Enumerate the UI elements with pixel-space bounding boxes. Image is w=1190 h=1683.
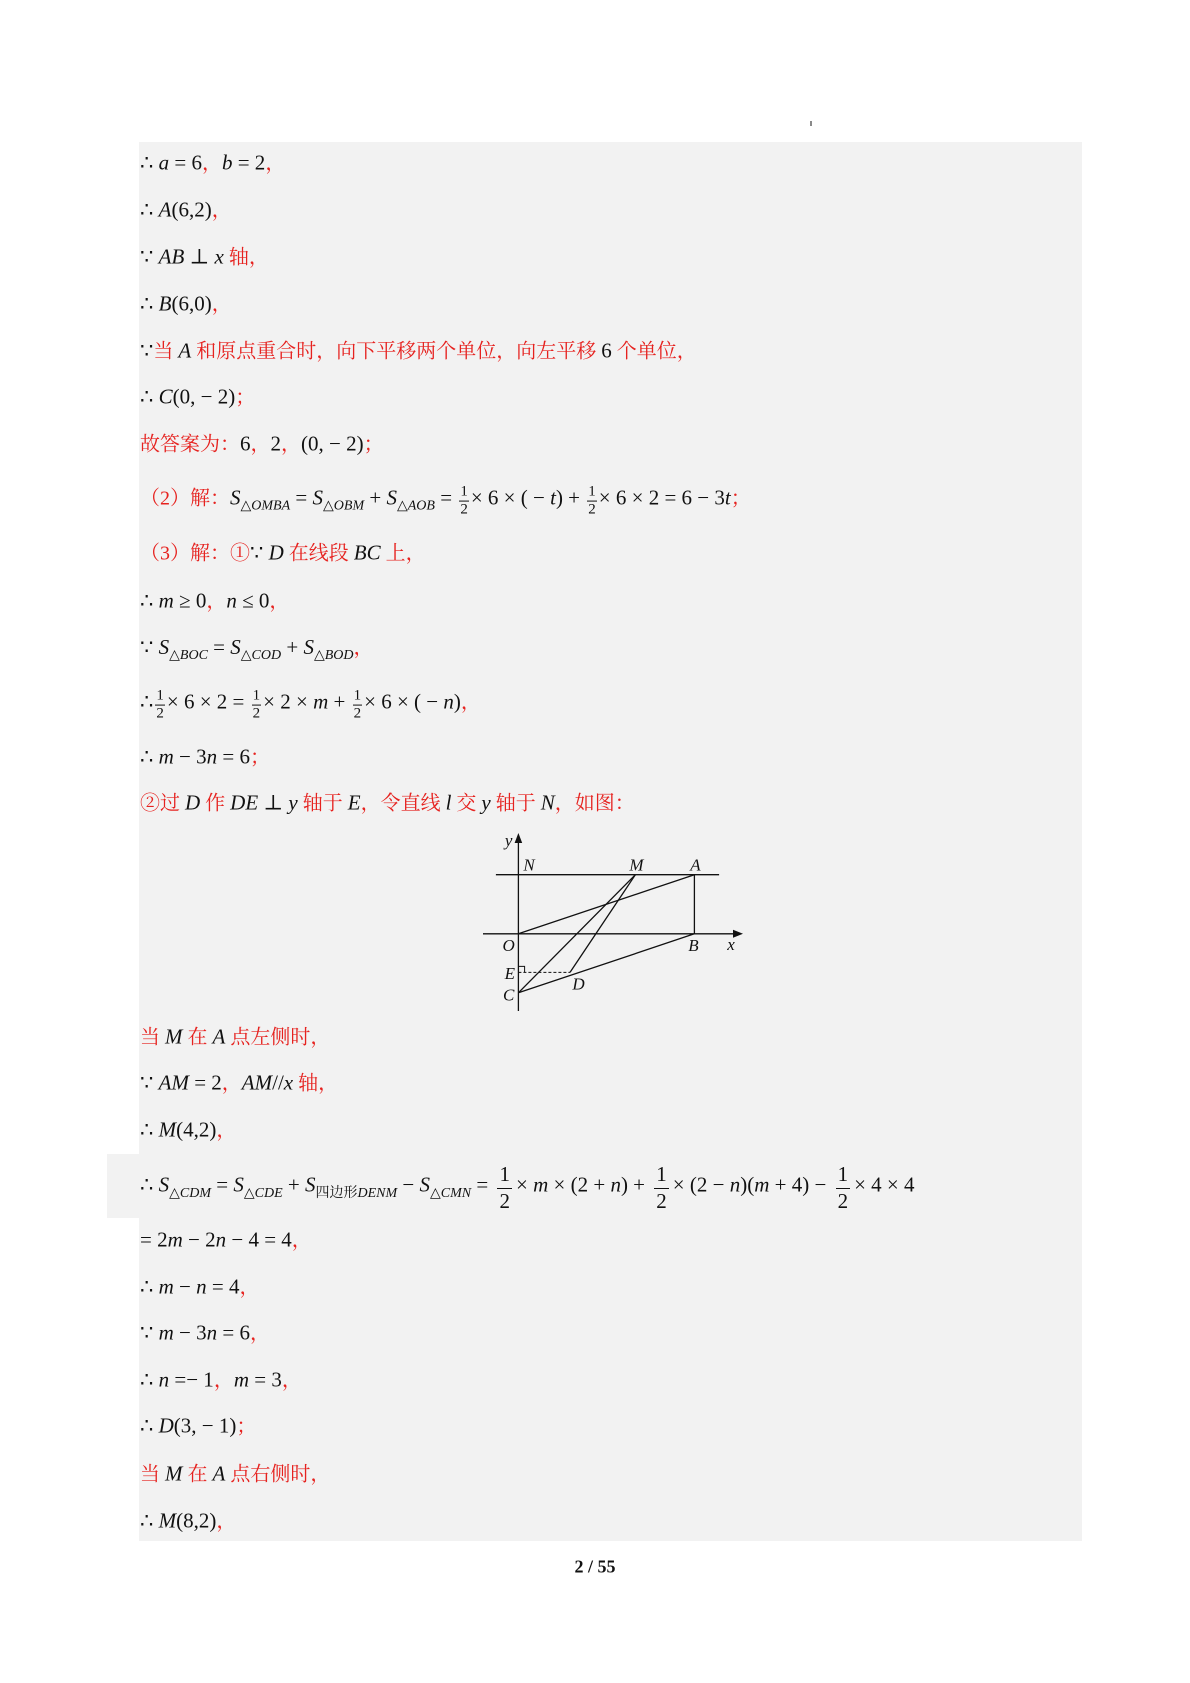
explanation-text: ，令直线 [360, 792, 446, 815]
math-expression: ∴ C(0, − 2) [140, 384, 236, 409]
punctuation: ， [281, 1369, 302, 1392]
explanation-text: 当 [140, 1463, 165, 1486]
math-variable: S [305, 1172, 316, 1197]
subscript: △CDE [243, 1185, 283, 1201]
explanation-text: 点右侧时， [225, 1463, 331, 1486]
math-variable: m [158, 1274, 174, 1299]
math-variable: S [158, 1172, 170, 1197]
math-expression [165, 1025, 183, 1049]
math-expression: ∴ m ≥ 0 [140, 588, 207, 613]
math-variable: n [215, 1227, 227, 1252]
math-variable: m [754, 1172, 770, 1197]
right-angle-mark [518, 966, 524, 972]
math-variable: N [540, 790, 555, 815]
math-variable: M [158, 1117, 177, 1142]
math-expression: = S [211, 1172, 244, 1197]
math-expression: ∵ [140, 338, 154, 363]
math-expression: ∵ m − 3n = 6 [140, 1320, 250, 1345]
punctuation: ， [206, 590, 227, 613]
math-expression: ∴ M(4,2) [140, 1117, 217, 1142]
answer-part-1 [140, 429, 384, 462]
fraction [252, 688, 262, 721]
fraction [836, 1163, 851, 1213]
fraction-numerator: 1 [353, 687, 362, 704]
subscript: △CMN [430, 1185, 472, 1201]
math-expression [213, 1025, 226, 1049]
punctuation: ； [249, 746, 270, 769]
punctuation: ； [730, 487, 751, 510]
step-m-n-range [140, 586, 289, 619]
math-expression: − S [397, 1172, 431, 1197]
math-variable: BOD [324, 648, 354, 663]
math-variable: n [729, 1172, 741, 1197]
math-variable: l [445, 790, 452, 815]
math-variable: m [158, 744, 174, 769]
math-expression: ∴ A(6,2) [140, 197, 212, 222]
punctuation: ； [363, 433, 384, 456]
math-variable: B [158, 291, 172, 316]
math-expression: × (2 − n)(m + 4) − [672, 1172, 832, 1197]
subscript: △BOC [169, 648, 208, 663]
math-variable: OBM [333, 498, 365, 514]
explanation-text: 交 [451, 792, 482, 815]
math-variable: A [158, 197, 172, 222]
punctuation: ， [221, 1072, 242, 1095]
math-expression: n ≤ 0 [226, 588, 270, 613]
explanation-text: 上， [380, 542, 426, 565]
explanation-text: 故答案为： [140, 433, 240, 456]
math-expression: = [471, 1172, 494, 1197]
math-variable: CMN [440, 1185, 472, 1201]
explanation-text: 和原点重合时，向下平移两个单位，向左平移 [191, 340, 602, 363]
math-variable: y [481, 790, 491, 815]
case-m-right-of-a [140, 1459, 330, 1492]
fraction-numerator: 1 [460, 483, 468, 500]
punctuation: ， [460, 691, 481, 714]
fraction-numerator: 1 [588, 483, 596, 500]
step-point-m-right [140, 1506, 236, 1539]
explanation-text: 在 [182, 1026, 213, 1049]
label-origin-o: O [502, 936, 515, 956]
math-variable: M [165, 1461, 183, 1486]
math-variable: S [386, 485, 397, 510]
math-expression: ∵ AM = 2 [140, 1070, 222, 1095]
punctuation: ， [211, 293, 232, 316]
step-a-b-values [140, 148, 285, 181]
label-point-e: E [504, 964, 515, 983]
punctuation: ， [216, 1119, 237, 1142]
punctuation: ， [265, 152, 286, 175]
math-variable: m [313, 689, 329, 714]
math-variable: m [158, 1320, 174, 1345]
math-expression [230, 486, 241, 510]
explanation-text: ，如图： [554, 792, 635, 815]
step-point-a [140, 195, 232, 228]
math-variable: S [303, 635, 314, 659]
math-variable: DENM [357, 1185, 398, 1201]
label-point-d: D [572, 974, 585, 994]
math-expression: (0, − 2) [301, 431, 364, 456]
solution-part-3-case-1 [140, 538, 426, 571]
math-expression: ∵ D [250, 540, 284, 565]
math-expression: = 2m − 2n − 4 = 4 [140, 1227, 292, 1252]
fraction-denominator: 2 [588, 501, 596, 518]
math-variable: S [230, 485, 241, 510]
subscript: △CDM [169, 1185, 212, 1201]
step-area-cdm-simplified [140, 1225, 312, 1258]
math-expression: ∴ M(8,2) [140, 1508, 217, 1533]
explanation-text: 当 [140, 1026, 165, 1049]
math-expression: ∴ D(3, − 1) [140, 1413, 237, 1438]
explanation-text: 点左侧时， [225, 1026, 331, 1049]
math-expression: ∴ B(6,0) [140, 291, 212, 316]
punctuation: ； [235, 386, 256, 409]
math-expression: DE ⊥ y [230, 790, 298, 815]
math-expression: m = 3 [233, 1367, 282, 1392]
math-variable: n [206, 744, 218, 769]
math-expression: ∵ AB ⊥ x [140, 244, 224, 269]
coordinate-figure [470, 825, 760, 1017]
math-expression [481, 791, 490, 815]
label-point-a: A [690, 855, 701, 875]
label-point-c: C [503, 985, 515, 1005]
explanation-text: 轴， [293, 1072, 339, 1095]
explanation-text: 在线段 [283, 542, 354, 565]
explanation-text: 当 [153, 340, 179, 363]
punctuation: ， [249, 1322, 270, 1345]
math-variable: A [212, 1024, 226, 1049]
punctuation: ， [269, 590, 290, 613]
math-expression [165, 1462, 183, 1486]
step-solve-m-n [140, 1365, 302, 1398]
subscript: △OBM [323, 498, 365, 514]
fraction-numerator: 1 [156, 687, 164, 704]
explanation-text: 轴， [223, 246, 269, 269]
math-variable: n [610, 1172, 621, 1197]
step-am-length [140, 1068, 338, 1101]
math-expression: ∴ m − n = 4 [140, 1274, 240, 1299]
math-expression: ∴ n =− 1 [140, 1367, 214, 1392]
math-expression [348, 791, 361, 815]
math-variable: A [212, 1461, 226, 1486]
solution-part-2 [140, 483, 751, 518]
punctuation: ， [250, 433, 271, 456]
math-expression: ∵ S [140, 635, 170, 659]
math-expression: = [434, 485, 458, 510]
math-variable: CDM [179, 1185, 212, 1201]
step-m-3n-relation [140, 742, 270, 775]
label-point-m: M [629, 855, 644, 875]
math-expression [541, 791, 555, 815]
math-variable: m [233, 1367, 249, 1392]
math-variable: BOC [179, 648, 208, 663]
punctuation: ， [211, 199, 232, 222]
math-expression [185, 791, 200, 815]
step-area-split [140, 632, 374, 666]
math-variable: y [288, 790, 298, 815]
math-variable: a [158, 150, 170, 175]
math-variable: BC [353, 540, 381, 565]
math-variable: x [283, 1070, 294, 1095]
math-expression: + S [281, 635, 314, 659]
fraction-numerator: 1 [654, 1163, 669, 1189]
math-variable: S [233, 1172, 244, 1197]
math-variable: COD [251, 648, 282, 663]
math-variable: AOB [407, 498, 435, 514]
subscript: △OMBA [240, 498, 291, 514]
step-m-3n-recall [140, 1318, 270, 1351]
math-variable: AM [158, 1070, 189, 1095]
math-expression: × 4 × 4 [854, 1172, 915, 1197]
math-expression: AM//x [241, 1070, 294, 1095]
math-variable: D [158, 1413, 174, 1438]
math-expression: × 6 × ( − t) + [470, 485, 586, 510]
math-variable: S [312, 485, 324, 510]
math-expression: b = 2 [221, 150, 266, 175]
step-area-equation [140, 687, 481, 722]
math-variable: AM [241, 1070, 273, 1095]
fraction [654, 1163, 669, 1213]
explanation-text: 个单位， [611, 340, 697, 363]
case-m-left-of-a [140, 1022, 330, 1055]
math-expression: + S [282, 1172, 316, 1197]
punctuation: ， [213, 1369, 234, 1392]
segment-dm [570, 875, 635, 973]
math-expression: × 6 × 2 = 6 − 3t [598, 485, 731, 510]
math-variable: M [158, 1508, 177, 1533]
explanation-text: 轴于 [297, 792, 348, 815]
math-variable: DE [230, 790, 259, 815]
math-expression: = S [290, 485, 324, 510]
math-variable: D [268, 540, 284, 565]
fraction [353, 688, 363, 721]
math-expression: 6 [240, 431, 251, 456]
math-variable: C [158, 384, 173, 409]
label-point-n: N [523, 855, 535, 875]
math-variable: OMBA [251, 498, 291, 514]
fraction [155, 688, 165, 721]
explanation-text: 作 [200, 792, 231, 815]
math-variable: n [196, 1274, 207, 1299]
math-expression: + S [364, 485, 397, 510]
punctuation: ， [216, 1510, 237, 1533]
punctuation: ； [236, 1415, 257, 1438]
math-expression: ∴ m − 3n = 6 [140, 744, 250, 769]
fraction [459, 484, 469, 517]
math-expression: ∴ S [140, 1172, 170, 1197]
math-variable: m [533, 1172, 549, 1197]
step-point-d [140, 1411, 256, 1444]
math-variable: n [206, 1320, 218, 1345]
page-number: 2 / 55 [574, 1556, 616, 1577]
math-expression: × 6 × 2 = [166, 689, 250, 714]
math-variable: t [724, 485, 731, 510]
y-axis-arrow [515, 833, 523, 843]
subscript: △COD [240, 648, 282, 663]
math-variable: n [158, 1367, 170, 1392]
subscript: 四边形DENM [315, 1185, 398, 1201]
fraction-denominator: 2 [499, 1189, 510, 1213]
math-variable: S [419, 1172, 431, 1197]
math-variable: E [347, 790, 361, 815]
solution-part-3-case-2 [140, 788, 635, 821]
math-expression [354, 541, 381, 565]
label-x-axis: x [727, 935, 735, 954]
step-point-c [140, 382, 255, 415]
math-expression: ∴ [140, 689, 154, 714]
fraction-denominator: 2 [353, 705, 362, 722]
fraction-denominator: 2 [156, 705, 164, 722]
math-variable: S [230, 635, 241, 659]
math-expression: 2 [270, 431, 281, 456]
math-variable: M [165, 1024, 183, 1049]
explanation-text: 轴于 [490, 792, 541, 815]
label-y-axis: y [504, 830, 513, 850]
fraction-denominator: 2 [656, 1189, 667, 1213]
punctuation: ， [201, 152, 222, 175]
segment-cb [518, 934, 694, 993]
math-expression: ∴ a = 6 [140, 150, 202, 175]
math-variable: S [158, 635, 170, 659]
step-point-b [140, 289, 232, 322]
fraction-denominator: 2 [837, 1189, 849, 1213]
math-variable: t [550, 485, 556, 510]
fraction [587, 484, 597, 517]
math-variable: x [214, 244, 224, 269]
step-translation-note [140, 336, 697, 369]
fraction-numerator: 1 [252, 687, 261, 704]
math-expression: × m × (2 + n) + [515, 1172, 651, 1197]
explanation-text: （2）解： [140, 487, 230, 510]
math-variable: n [443, 689, 454, 714]
fraction-denominator: 2 [460, 501, 468, 518]
math-variable: AB [158, 244, 185, 269]
subscript: △BOD [313, 648, 354, 663]
fraction-numerator: 1 [836, 1163, 851, 1189]
math-expression [178, 339, 191, 363]
math-expression: = S [207, 635, 241, 659]
label-point-b: B [688, 936, 699, 956]
punctuation: ， [239, 1276, 260, 1299]
math-variable: A [178, 338, 192, 363]
math-expression: × 2 × m + [263, 689, 351, 714]
fraction-denominator: 2 [252, 705, 261, 722]
explanation-text: （3）解：① [140, 542, 250, 565]
step-point-m-left [140, 1115, 236, 1148]
fraction [497, 1163, 512, 1213]
explanation-text: ②过 [140, 792, 185, 815]
math-variable: b [221, 150, 233, 175]
math-expression: × 6 × ( − n) [364, 689, 461, 714]
math-variable: D [185, 790, 201, 815]
math-expression: 6 [601, 338, 612, 363]
math-variable: m [158, 588, 174, 613]
step-m-minus-n [140, 1272, 259, 1305]
math-variable: CDE [254, 1185, 283, 1201]
fraction-numerator: 1 [497, 1163, 512, 1189]
math-variable: n [226, 588, 237, 613]
explanation-text: 在 [182, 1463, 213, 1486]
punctuation: ， [353, 637, 374, 659]
step-area-cdm [140, 1163, 915, 1213]
math-variable: m [167, 1227, 183, 1252]
punctuation: ， [291, 1229, 312, 1252]
math-expression [213, 1462, 226, 1486]
subscript: △AOB [396, 498, 435, 514]
step-ab-perpendicular [140, 242, 269, 275]
punctuation: ， [281, 433, 301, 456]
